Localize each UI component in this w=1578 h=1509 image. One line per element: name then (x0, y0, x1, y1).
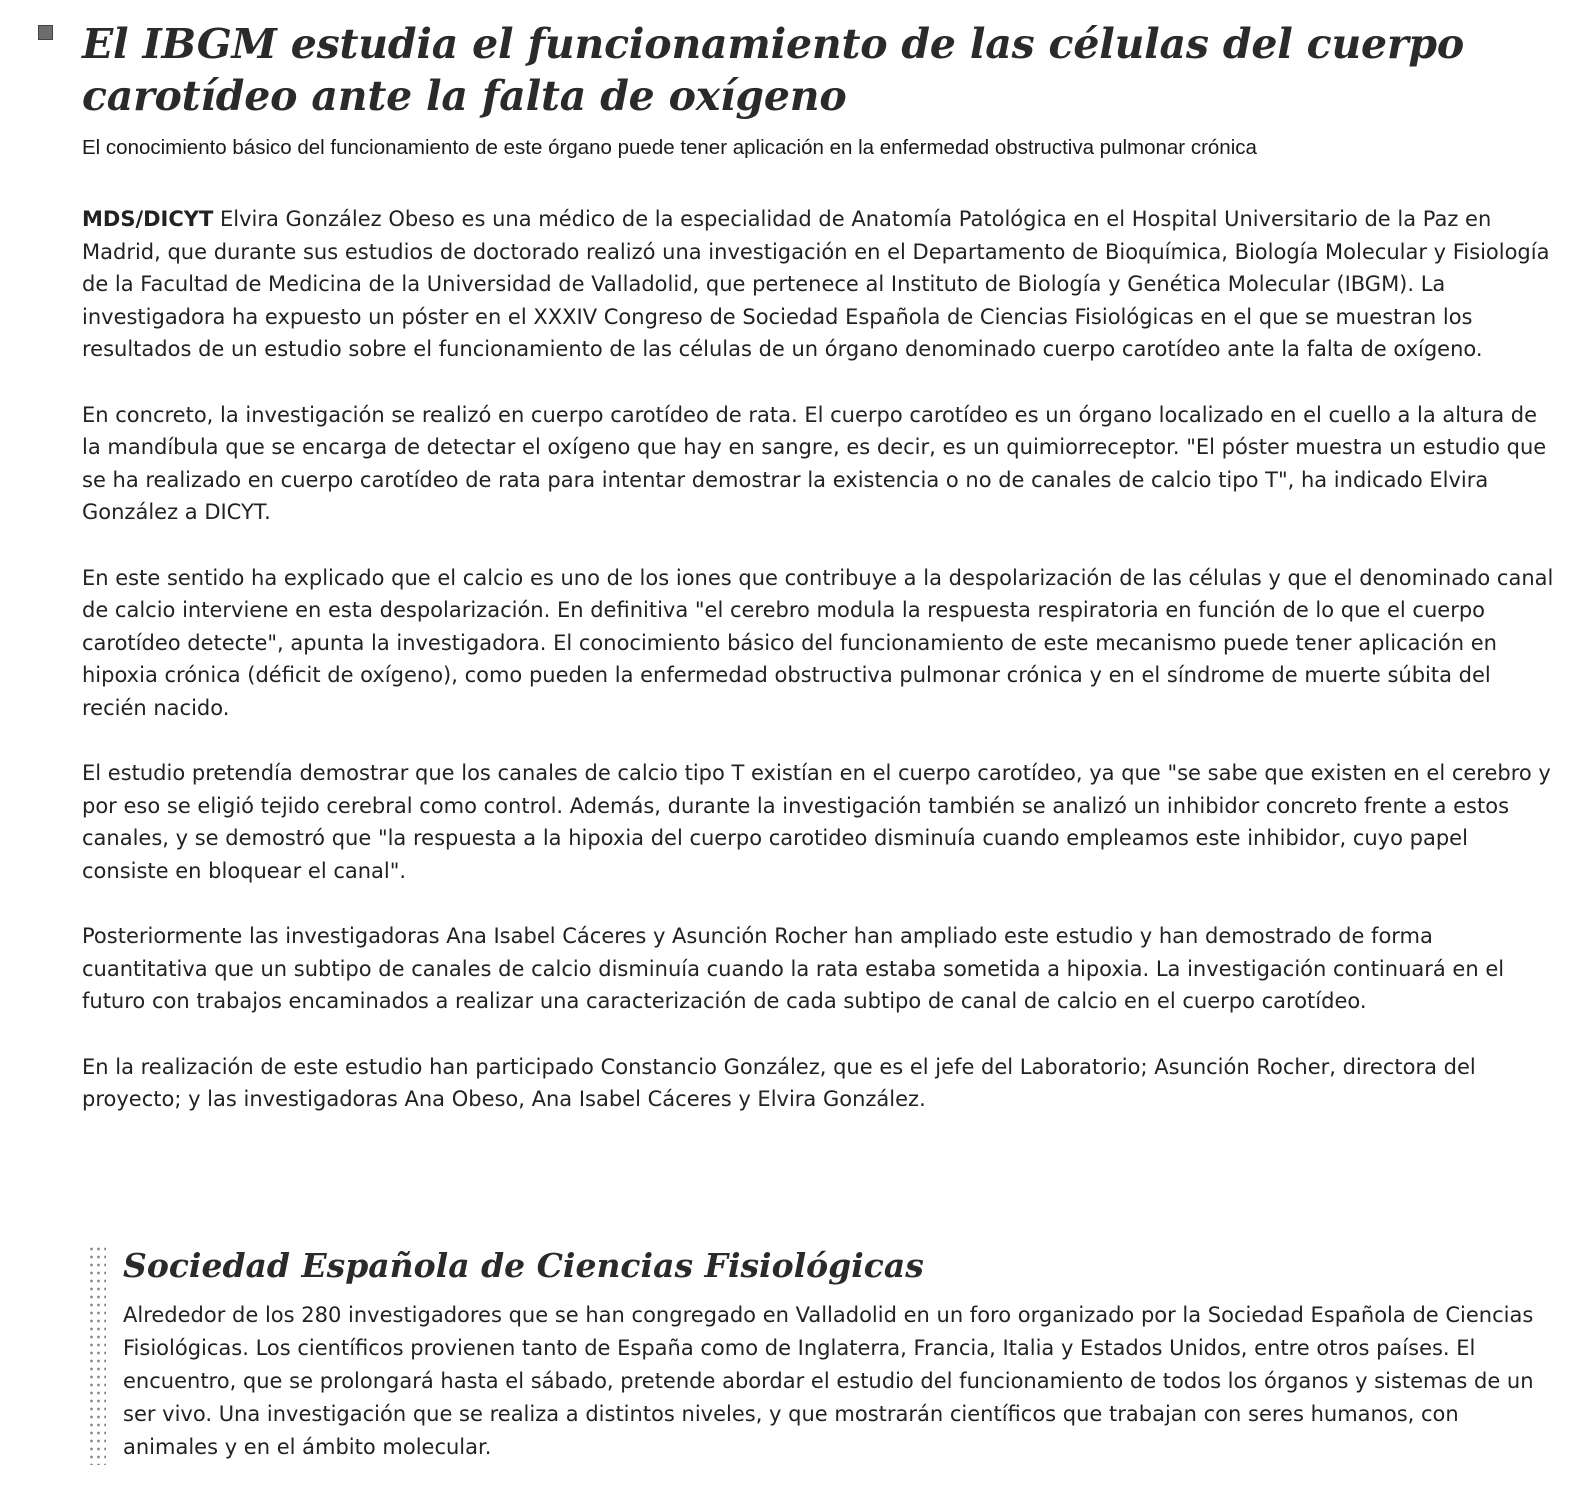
paragraph-2: En concreto, la investigación se realizó en cuerpo carotídeo de rata. El cuerpo carotídeo es un órgano localizado en el cuello a la altura de la mandíbula que se encarga de detectar el oxígeno que hay en sangre, es decir, es un quimiorreceptor. "El póster muestra un estudio que se ha realizado en cuerpo carotídeo de rata para intentar demostrar la existencia o no de canales de calcio tipo T", ha indicado Elvira González a DICYT. (82, 402, 1547, 524)
paragraph-4: El estudio pretendía demostrar que los canales de calcio tipo T existían en el cuerpo carotídeo, ya que "se sabe que existen en el cerebro y por eso se eligió tejido cerebral como control. Además, durante la investigación también se analizó un inhibidor concreto frente a estos canales, y se demostró que "la respuesta a la hipoxia del cuerpo carotideo disminuía cuando empleamos este inhibidor, cuyo papel consiste en bloquear el canal". (82, 761, 1551, 883)
sidebar-text: Alrededor de los 280 investigadores que se han congregado en Valladolid en un foro organizado por la Sociedad Española de Ciencias Fisiológicas. Los científicos provienen tanto de España como de Inglaterra, Francia, Italia y Estados Unidos, entre otros países. El encuentro, que se prolongará hasta el sábado, pretende abordar el estudio del funcionamiento de todos los órganos y sistemas de un ser vivo. Una investigación que se realiza a distintos niveles, y que mostrarán científicos que trabajan con seres humanos, con animales y en el ámbito molecular. (123, 1303, 1534, 1459)
article-headline: El IBGM estudia el funcionamiento de las células del cuerpo carotídeo ante la falta de oxígeno (82, 20, 1464, 120)
sidebar-title: Sociedad Española de Ciencias Fisiológicas (123, 1246, 924, 1285)
paragraph-6: En la realización de este estudio han participado Constancio González, que es el jefe del Laboratorio; Asunción Rocher, directora del proyecto; y las investigadoras Ana Obeso, Ana Isabel Cáceres y Elvira González. (82, 1054, 1476, 1111)
article-body (82, 203, 1557, 1149)
sidebar-box (88, 1243, 1553, 1469)
paragraph-3: En este sentido ha explicado que el calcio es uno de los iones que contribuye a la despolarización de las células y que el denominado canal de calcio interviene en esta despolarización. En definitiva "el cerebro modula la respuesta respiratoria en función de lo que el cuerpo carotídeo detecte", apunta la investigadora. El conocimiento básico del funcionamiento de este mecanismo puede tener aplicación en hipoxia crónica (déficit de oxígeno), como pueden la enfermedad obstructiva pulmonar crónica y en el síndrome de muerte súbita del recién nacido. (82, 565, 1554, 720)
paragraph-5: Posteriormente las investigadoras Ana Isabel Cáceres y Asunción Rocher han ampliado este estudio y han demostrado de forma cuantitativa que un subtipo de canales de calcio disminuía cuando la rata estaba sometida a hipoxia. La investigación continuará en el futuro con trabajos encaminados a realizar una caracterización de cada subtipo de canal de calcio en el cuerpo carotídeo. (82, 924, 1505, 1013)
dotted-border (88, 1245, 106, 1465)
square-bullet-icon (38, 25, 53, 40)
article-source: MDS/DICYT (82, 207, 214, 231)
article-subheadline: El conocimiento básico del funcionamiento de este órgano puede tener aplicación en la enfermedad obstructiva pulmonar crónica (82, 136, 1257, 159)
paragraph-1 (82, 203, 1557, 366)
paragraph-1-text: Elvira González Obeso es una médico de la especialidad de Anatomía Patológica en el Hospital Universitario de la Paz en Madrid, que durante sus estudios de doctorado realizó una investigación en el Departamento de Bioquímica, Biología Molecular y Fisiología de la Facultad de Medicina de la Universidad de Valladolid, que pertenece al Instituto de Biología y Genética Molecular (IBGM). La investigadora ha expuesto un póster en el XXXIV Congreso de Sociedad Española de Ciencias Fisiológicas en el que se muestran los resultados de un estudio sobre el funcionamiento de las células de un órgano denominado cuerpo carotídeo ante la falta de oxígeno. (82, 207, 1550, 361)
